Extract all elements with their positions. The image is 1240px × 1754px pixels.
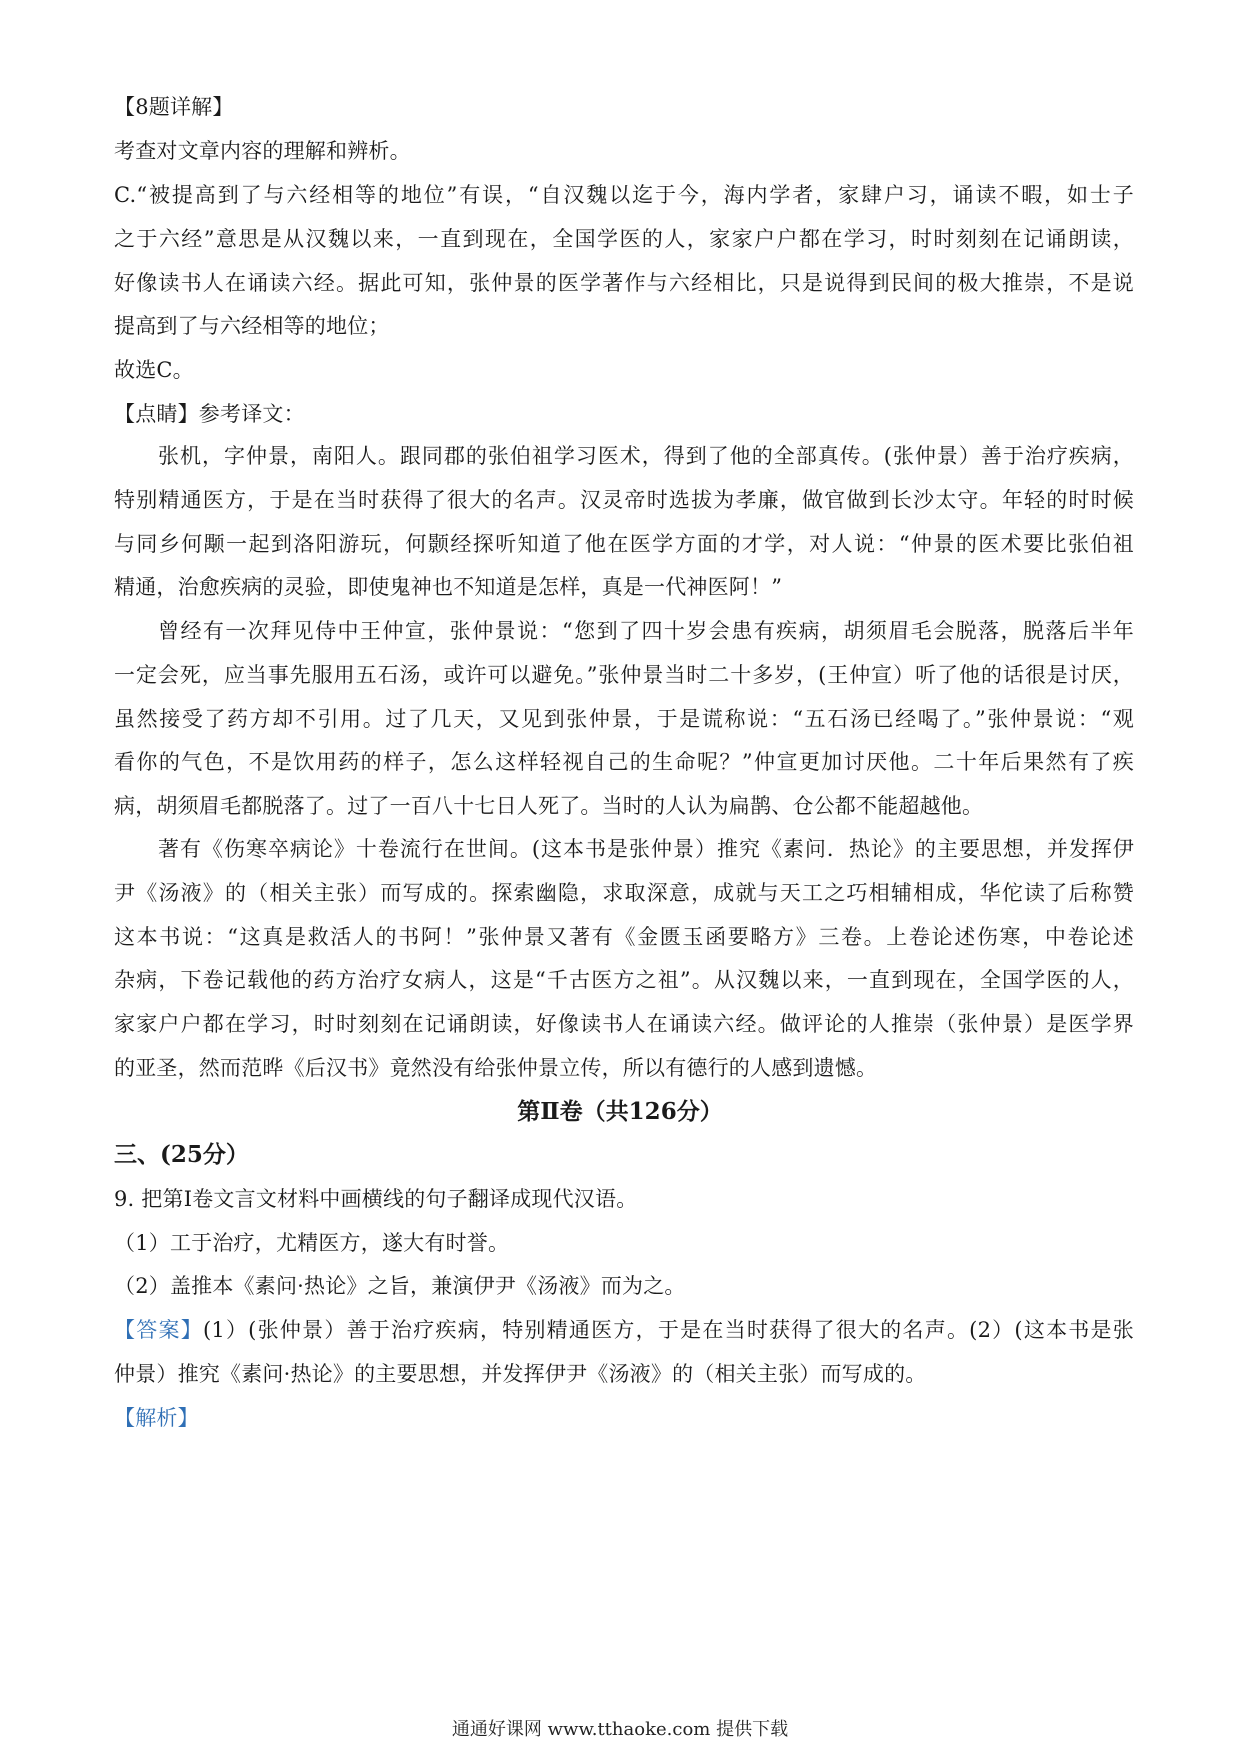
translation-line: 精通，治愈疾病的灵验，即使鬼神也不知道是怎样，真是一代神医阿！” bbox=[114, 575, 783, 599]
translation-line: 与同乡何颙一起到洛阳游玩，何颢经探听知道了他在医学方面的才学，对人说：“仲景的医术要比张伯祖 bbox=[114, 532, 1134, 556]
translation-line: 特别精通医方，于是在当时获得了很大的名声。汉灵帝时选拔为孝廉，做官做到长沙太守。年轻的时时候 bbox=[114, 488, 1134, 512]
translation-line: 曾经有一次拜见侍中王仲宣，张仲景说：“您到了四十岁会患有疾病，胡须眉毛会脱落，脱落后半年 bbox=[158, 619, 1134, 643]
translation-line: 病，胡须眉毛都脱落了。过了一百八十七日人死了。当时的人认为扁鹊、仓公都不能超越他。 bbox=[114, 794, 984, 818]
translation-line: 著有《伤寒卒病论》十卷流行在世间。(这本书是张仲景）推究《素问．热论》的主要思想，并发挥伊 bbox=[158, 837, 1134, 861]
translation-line: 家家户户都在学习，时时刻刻在记诵朗读，好像读书人在诵读六经。做评论的人推崇（张仲景）是医学界 bbox=[114, 1012, 1134, 1036]
analysis-label: 【解析】 bbox=[114, 1406, 199, 1430]
translation-line: 看你的气色，不是饮用药的样子，怎么这样轻视自己的生命呢？”仲宣更加讨厌他。二十年后果然有了疾 bbox=[114, 750, 1134, 774]
dianjing-heading: 【点睛】参考译文： bbox=[114, 402, 305, 426]
translation-line: 一定会死，应当事先服用五石汤，或许可以避免。”张仲景当时二十多岁，(王仲宣）听了他的话很是讨厌， bbox=[114, 663, 1134, 687]
translation-line: 杂病，下卷记载他的药方治疗女病人，这是“千古医方之祖”。从汉魏以来，一直到现在，全国学医的人， bbox=[114, 968, 1134, 992]
q9-stem: 9. 把第Ⅰ卷文言文材料中画横线的句子翻译成现代汉语。 bbox=[114, 1187, 638, 1211]
q9-item-1: （1）工于治疗，尤精医方，遂大有时誉。 bbox=[114, 1231, 510, 1255]
q8-analysis-line: C.“被提高到了与六经相等的地位”有误，“自汉魏以迄于今，海内学者，家肆户习，诵读不暇，如士子 bbox=[114, 183, 1134, 207]
q8-analysis-line: 之于六经”意思是从汉魏以来，一直到现在，全国学医的人，家家户户都在学习，时时刻刻在记诵朗读， bbox=[114, 227, 1134, 251]
translation-line: 虽然接受了药方却不引用。过了几天，又见到张仲景，于是谎称说：“五石汤已经喝了。”张仲景说：“观 bbox=[114, 707, 1134, 731]
q8-heading: 【8题详解】 bbox=[114, 95, 234, 119]
translation-line: 张机，字仲景，南阳人。跟同郡的张伯祖学习医术，得到了他的全部真传。(张仲景）善于治疗疾病， bbox=[158, 444, 1134, 468]
translation-line: 尹《汤液》的（相关主张）而写成的。探索幽隐，求取深意，成就与天工之巧相辅相成，华佗读了后称赞 bbox=[114, 881, 1134, 905]
q8-conclusion: 故选C。 bbox=[114, 358, 194, 382]
page-footer: 通通好课网 www.tthaoke.com 提供下载 bbox=[451, 1719, 789, 1740]
section-heading: 三、(25分） bbox=[114, 1141, 249, 1168]
translation-line: 这本书说：“这真是救活人的书阿！”张仲景又著有《金匮玉函要略方》三卷。上卷论述伤寒，中卷论述 bbox=[114, 925, 1134, 949]
q8-analysis-line: 好像读书人在诵读六经。据此可知，张仲景的医学著作与六经相比，只是说得到民间的极大推崇，不是说 bbox=[114, 271, 1134, 295]
q8-analysis-line: 提高到了与六经相等的地位； bbox=[114, 314, 390, 338]
q9-item-2: （2）盖推本《素问·热论》之旨，兼演伊尹《汤液》而为之。 bbox=[114, 1274, 686, 1298]
q9-answer-line bbox=[114, 1315, 1134, 1345]
q8-intro: 考查对文章内容的理解和辨析。 bbox=[114, 139, 411, 163]
answer-label: 【答案】 bbox=[114, 1318, 203, 1342]
answer-text: (1）(张仲景）善于治疗疾病，特别精通医方，于是在当时获得了很大的名声。(2）(这本书是张 bbox=[202, 1318, 1134, 1342]
volume-title: 第Ⅱ卷（共126分） bbox=[517, 1098, 723, 1125]
translation-line: 的亚圣，然而范晔《后汉书》竟然没有给张仲景立传，所以有德行的人感到遗憾。 bbox=[114, 1056, 878, 1080]
q9-answer-line: 仲景）推究《素问·热论》的主要思想，并发挥伊尹《汤液》的（相关主张）而写成的。 bbox=[114, 1362, 927, 1386]
